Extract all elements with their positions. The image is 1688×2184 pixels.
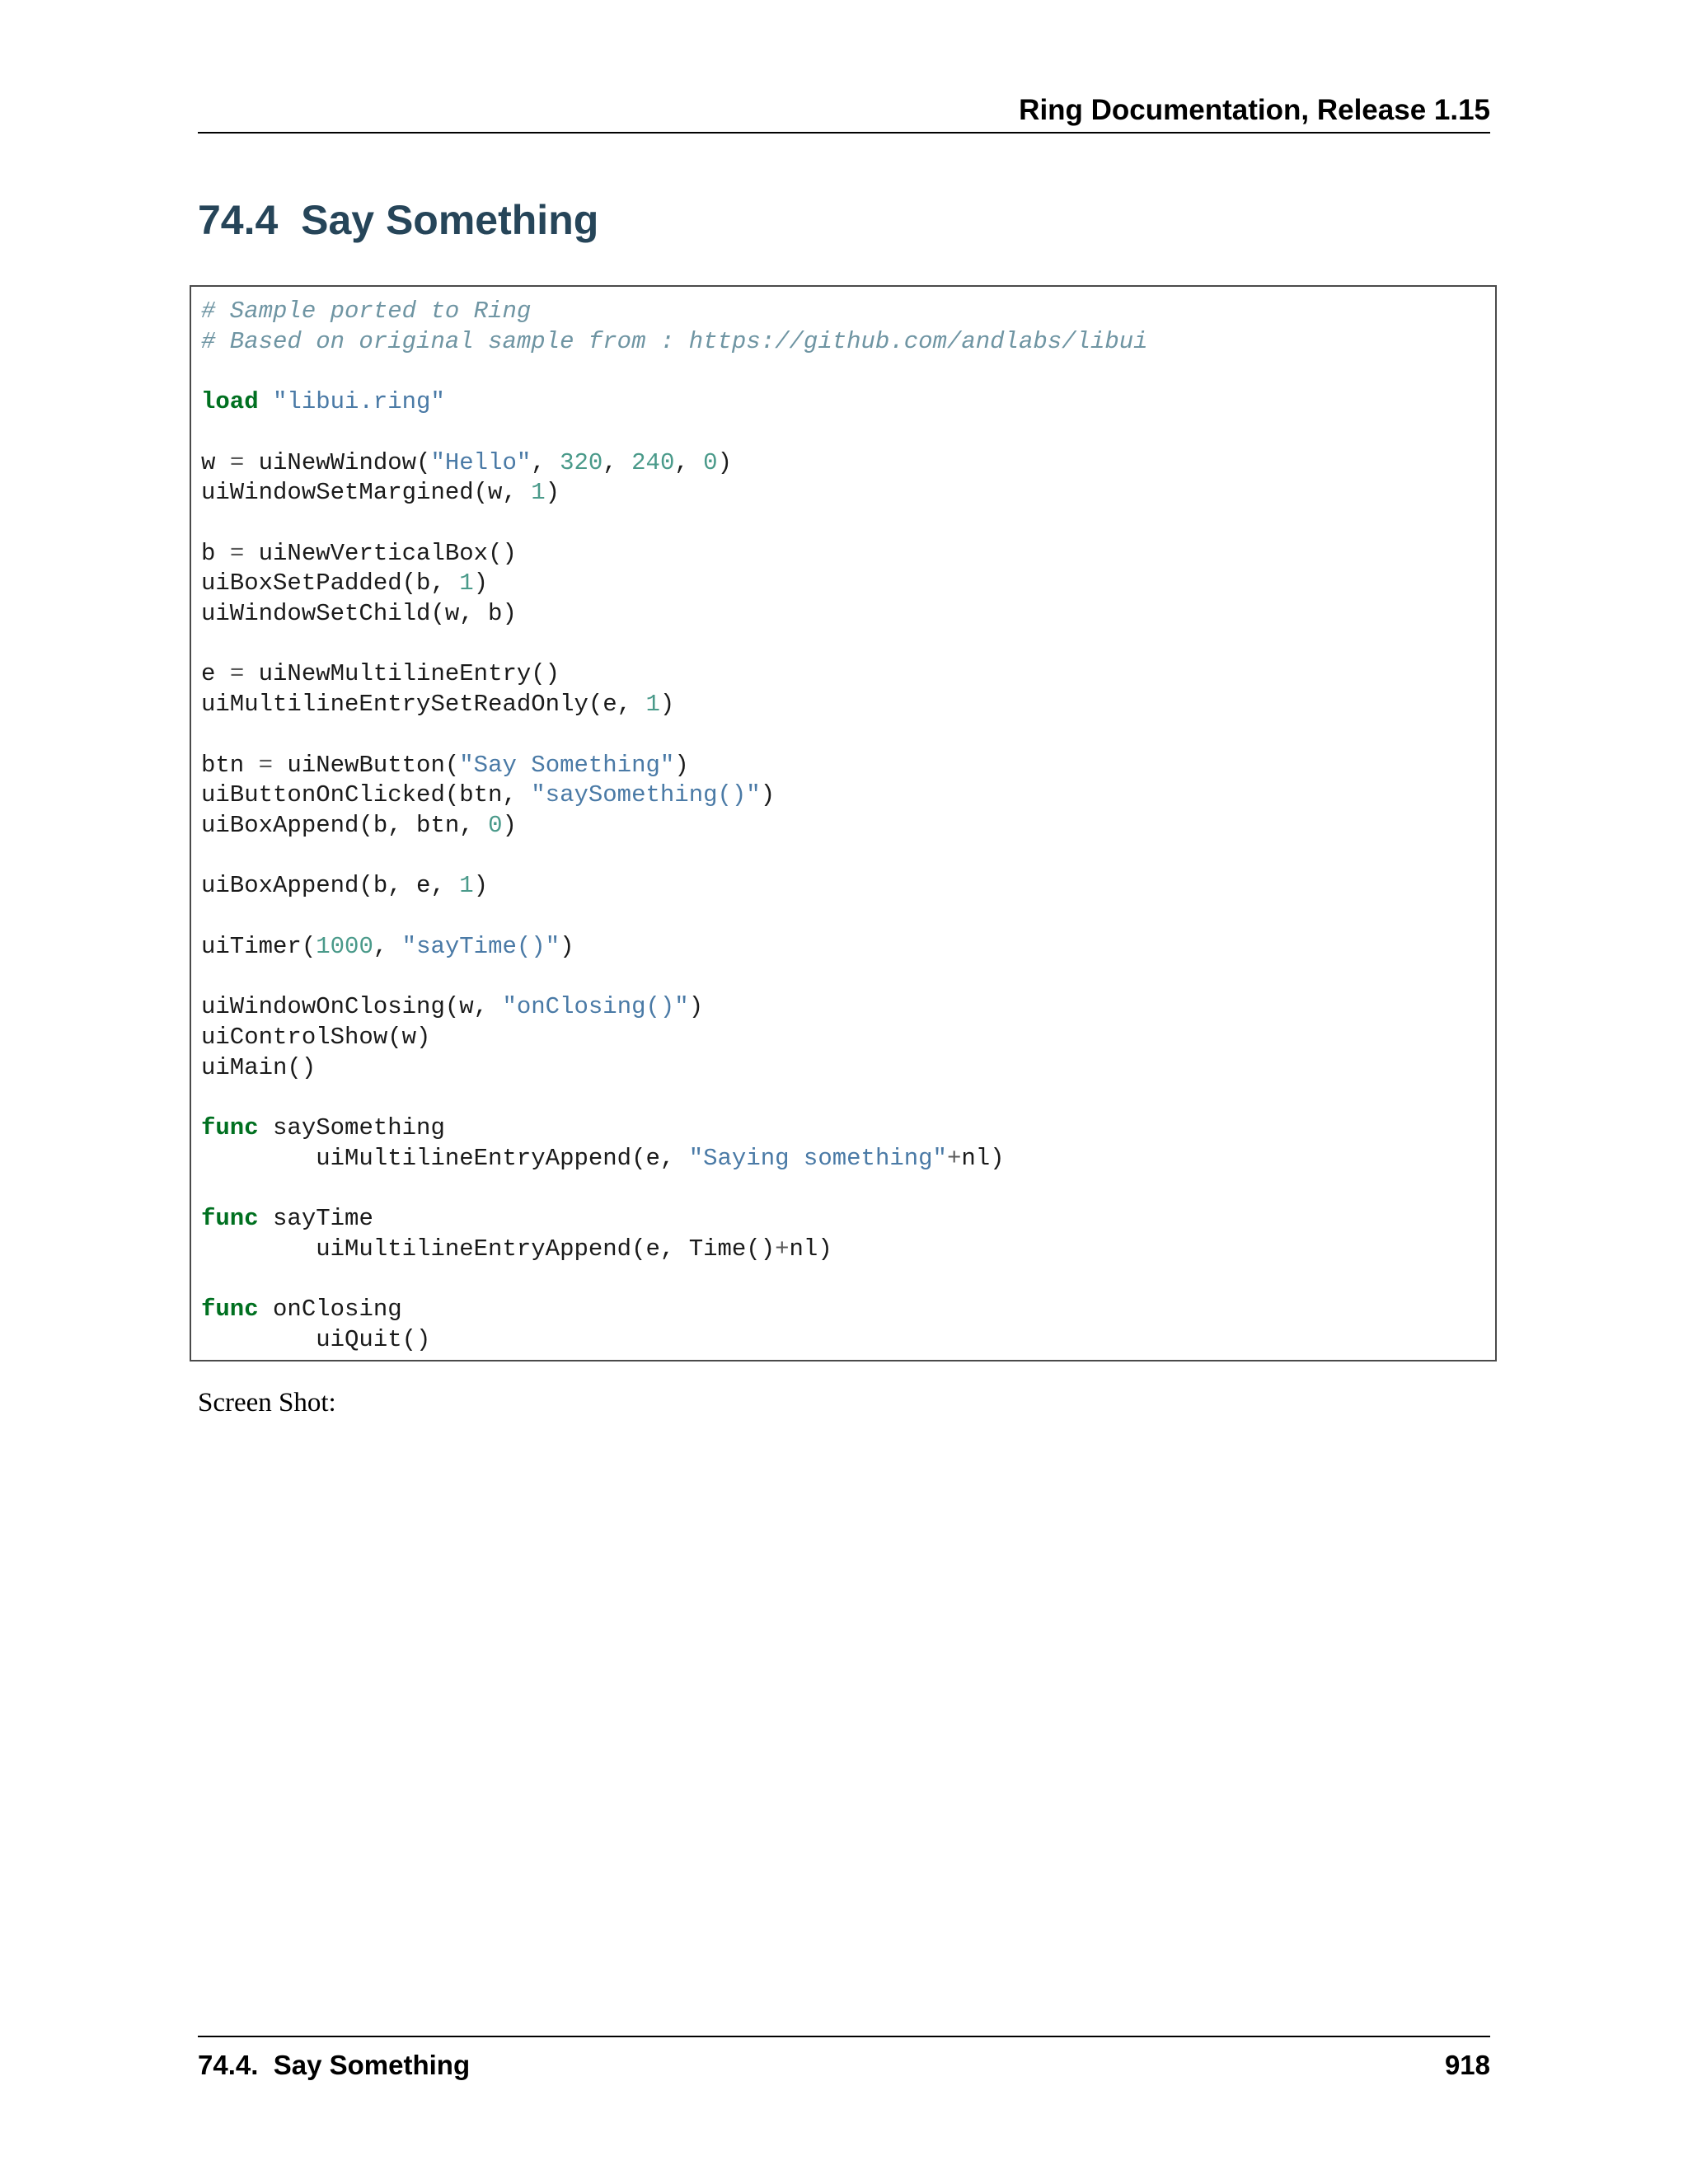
code-token-plain: uiBoxAppend(b, btn, xyxy=(201,811,489,839)
code-token-comment: # Based on original sample from : https://github.com/andlabs/libui xyxy=(201,327,1148,355)
code-token-comment: # Sample ported to Ring xyxy=(201,298,532,325)
code-token-plain: uiWindowSetChild(w, b) xyxy=(201,600,517,628)
code-line xyxy=(201,388,445,415)
code-token-number: 1 xyxy=(531,479,546,507)
code-token-plain: ) xyxy=(545,479,560,507)
code-token-plain xyxy=(259,388,273,415)
code-token-string: "Saying something" xyxy=(688,1144,947,1172)
code-token-op: = xyxy=(229,660,245,688)
code-line xyxy=(201,1114,445,1141)
code-token-plain: , xyxy=(373,932,402,960)
code-token-plain: ) xyxy=(688,993,704,1021)
code-line xyxy=(201,1296,402,1323)
code-token-op: = xyxy=(258,751,274,779)
code-line xyxy=(201,479,560,506)
code-token-number: 0 xyxy=(488,811,503,839)
code-token-plain: uiMultilineEntryAppend(e, Time() xyxy=(201,1235,776,1263)
code-line xyxy=(201,691,674,718)
code-token-plain: uiBoxSetPadded(b, xyxy=(201,569,460,598)
code-token-plain: uiNewWindow( xyxy=(244,448,431,476)
code-token-number: 240 xyxy=(631,448,675,476)
code-token-plain: uiNewButton( xyxy=(273,751,460,779)
page-footer xyxy=(198,2036,1490,2087)
code-token-string: "Say Something" xyxy=(459,751,675,779)
code-token-number: 320 xyxy=(560,448,603,476)
code-line xyxy=(201,449,732,476)
code-token-plain: uiWindowSetMargined(w, xyxy=(201,479,532,507)
code-token-keyword: func xyxy=(201,1296,259,1324)
code-line xyxy=(201,1205,373,1232)
code-token-plain: w xyxy=(201,448,230,476)
code-token-plain: onClosing xyxy=(258,1296,402,1324)
code-token-plain: saySomething xyxy=(258,1113,445,1141)
code-token-op: = xyxy=(229,539,245,567)
code-token-op: = xyxy=(229,448,245,476)
code-token-plain: uiWindowOnClosing(w, xyxy=(201,993,503,1021)
code-line xyxy=(201,812,517,839)
code-token-plain: b xyxy=(201,539,230,567)
code-line xyxy=(201,933,574,960)
code-token-plain: uiBoxAppend(b, e, xyxy=(201,872,460,900)
code-token-op: + xyxy=(946,1144,962,1172)
code-token-plain: uiMain() xyxy=(201,1053,316,1081)
screenshot-caption: Screen Shot: xyxy=(198,1388,336,1418)
code-token-plain: ) xyxy=(473,872,489,900)
code-token-plain: , xyxy=(531,448,560,476)
code-token-keyword: func xyxy=(201,1113,259,1141)
code-token-plain: sayTime xyxy=(258,1205,373,1233)
code-token-plain: uiControlShow(w) xyxy=(201,1023,431,1051)
code-token-op: + xyxy=(775,1235,790,1263)
code-line xyxy=(201,781,775,808)
code-listing xyxy=(201,297,1148,1356)
code-token-plain: nl) xyxy=(789,1235,832,1263)
code-line xyxy=(201,1145,1005,1172)
code-token-plain: ) xyxy=(560,932,574,960)
code-line xyxy=(201,660,560,687)
code-token-string: "libui.ring" xyxy=(273,388,445,416)
footer-section-title: 74.4. Say Something xyxy=(198,2050,471,2080)
code-line xyxy=(201,1054,316,1081)
code-token-plain: btn xyxy=(201,751,259,779)
code-token-plain: nl) xyxy=(961,1144,1005,1172)
code-token-plain: ) xyxy=(760,781,776,809)
code-token-number: 1 xyxy=(459,872,474,900)
code-token-plain: uiMultilineEntryAppend(e, xyxy=(201,1144,689,1172)
code-line xyxy=(201,1235,832,1263)
code-token-string: "saySomething()" xyxy=(531,781,761,809)
page-header xyxy=(198,92,1490,134)
code-token-string: "Hello" xyxy=(430,448,532,476)
code-token-plain: uiQuit() xyxy=(201,1325,431,1353)
code-token-number: 1000 xyxy=(316,932,373,960)
section-title: 74.4 Say Something xyxy=(198,197,599,243)
code-token-plain: uiButtonOnClicked(btn, xyxy=(201,781,532,809)
code-line xyxy=(201,872,488,899)
code-token-plain: ) xyxy=(502,811,517,839)
code-token-plain: ) xyxy=(674,751,689,779)
code-line xyxy=(201,993,703,1020)
code-token-plain: uiNewMultilineEntry() xyxy=(244,660,560,688)
code-token-string: "onClosing()" xyxy=(502,993,689,1021)
code-token-plain: uiTimer( xyxy=(201,932,316,960)
code-token-plain: ) xyxy=(659,691,675,719)
code-token-plain: , xyxy=(674,448,704,476)
document-title: Ring Documentation, Release 1.15 xyxy=(1019,94,1490,126)
code-token-keyword: load xyxy=(201,388,259,416)
code-token-number: 1 xyxy=(459,569,474,598)
code-token-plain: ) xyxy=(717,448,732,476)
code-line xyxy=(201,569,488,597)
code-token-keyword: func xyxy=(201,1205,259,1233)
code-token-plain: uiNewVerticalBox() xyxy=(244,539,517,567)
code-line xyxy=(201,752,689,779)
code-token-number: 1 xyxy=(645,691,660,719)
code-block xyxy=(190,285,1497,1361)
code-token-plain: e xyxy=(201,660,230,688)
page-number: 918 xyxy=(1444,2050,1490,2080)
code-token-number: 0 xyxy=(703,448,718,476)
code-token-plain: ) xyxy=(473,569,489,598)
code-line xyxy=(201,298,531,325)
code-token-string: "sayTime()" xyxy=(401,932,560,960)
code-line xyxy=(201,600,517,627)
code-line xyxy=(201,1024,430,1051)
code-line xyxy=(201,540,517,567)
code-token-plain: , xyxy=(603,448,632,476)
code-line xyxy=(201,1326,430,1353)
code-line xyxy=(201,328,1148,355)
code-token-plain: uiMultilineEntrySetReadOnly(e, xyxy=(201,691,646,719)
